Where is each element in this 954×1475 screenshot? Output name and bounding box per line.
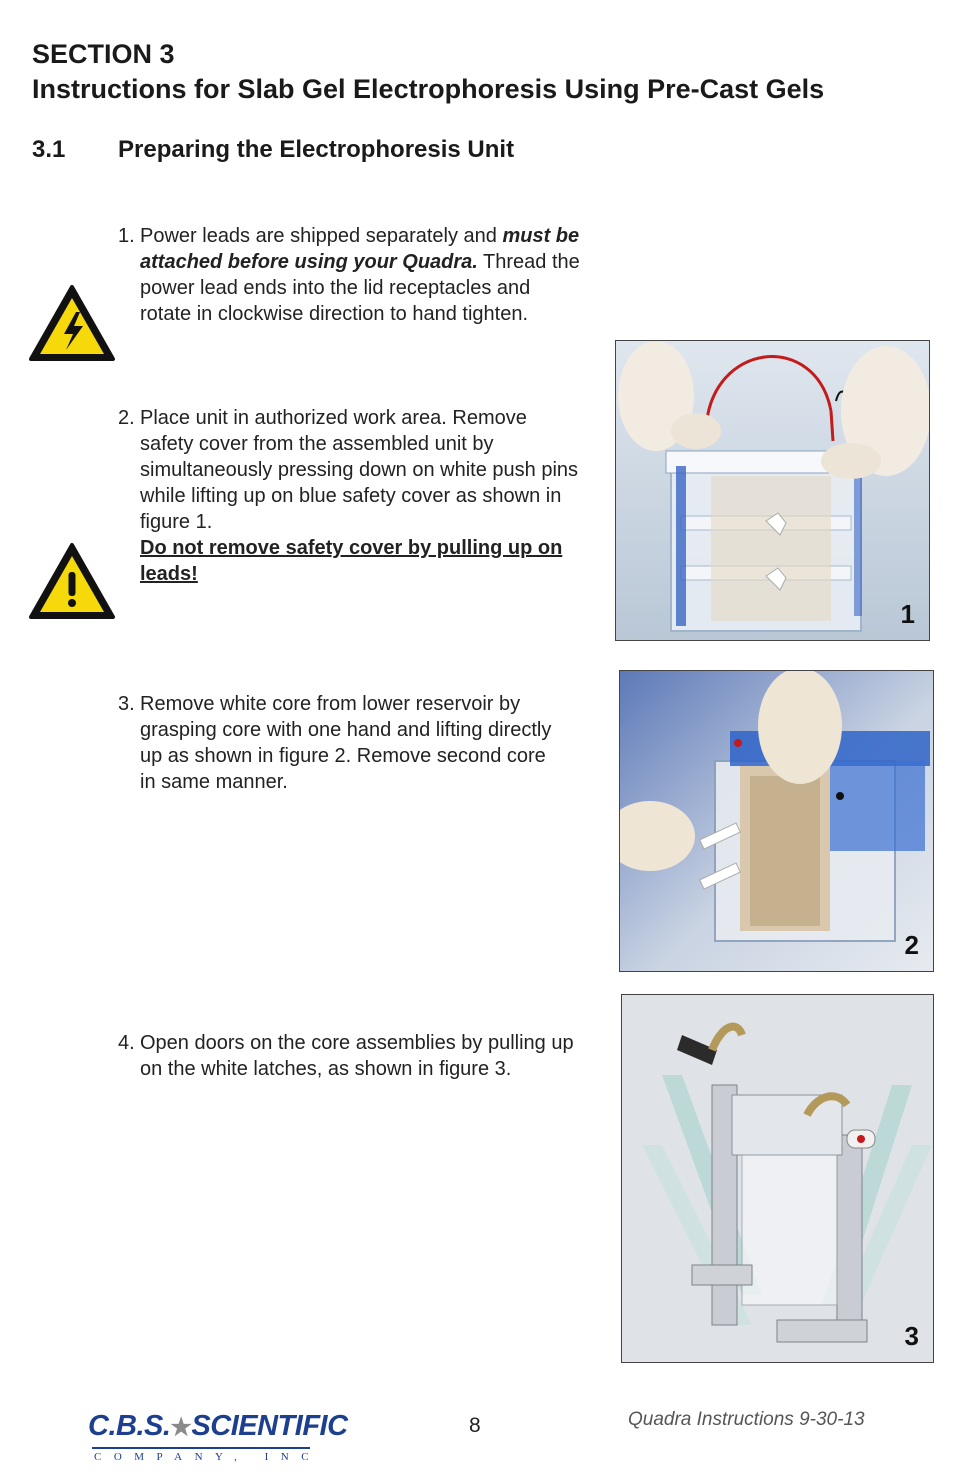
step-text-part: Place unit in authorized work area. Remove safety cover from the assembled unit by simultaneously pressing down on white push pins while lifting up on blue safety cover as shown in figure 1. <box>140 407 579 533</box>
step-text: Remove white core from lower reservoir by grasping core with one hand and lifting directly up as shown in figure 2. Remove second core in same manner. <box>140 693 552 793</box>
figure-2-photo <box>619 670 934 972</box>
company-logo <box>88 1410 348 1466</box>
step-number: 3. <box>118 693 135 715</box>
step-number: 1. <box>118 225 135 247</box>
logo-wordmark <box>88 1410 348 1443</box>
page-title: Instructions for Slab Gel Electrophoresis Using Pre-Cast Gels <box>32 74 825 104</box>
figure-3-photo <box>621 994 934 1363</box>
safety-warning: Do not remove safety cover by pulling up on leads! <box>140 537 563 585</box>
step-3 <box>118 691 588 801</box>
section-label: SECTION 3 <box>32 39 175 69</box>
logo-text-cbs: C.B.S. <box>88 1410 171 1442</box>
step-number: 2. <box>118 407 135 429</box>
document-label: Quadra Instructions 9-30-13 <box>628 1409 865 1430</box>
subsection-title: Preparing the Electrophoresis Unit <box>118 136 515 163</box>
step-text <box>140 405 585 587</box>
figure-3-label: 3 <box>904 1321 919 1351</box>
subsection-number: 3.1 <box>32 136 66 163</box>
page-number: 8 <box>469 1414 481 1437</box>
logo-subtitle: COMPANY, INC <box>94 1451 322 1463</box>
electrical-hazard-icon <box>28 284 116 367</box>
step-4 <box>118 1030 588 1114</box>
logo-text-scientific: SCIENTIFIC <box>191 1410 348 1442</box>
caution-icon <box>28 542 116 625</box>
step-2 <box>118 405 588 605</box>
step-text: Open doors on the core assemblies by pulling up on the white latches, as shown in figure 3. <box>140 1032 574 1080</box>
figure-1-photo <box>615 340 930 641</box>
step-number: 4. <box>118 1032 135 1054</box>
step-text-part: Thread the power lead ends into the lid receptacles and rotate in clockwise direction to hand tighten. <box>140 251 580 325</box>
figure-2-label: 2 <box>904 930 919 960</box>
figure-1-label: 1 <box>900 599 915 629</box>
step-1 <box>118 223 588 363</box>
step-text-part: Power leads are shipped separately and <box>140 225 503 247</box>
logo-rule <box>92 1447 310 1449</box>
star-icon: ★ <box>170 1414 192 1441</box>
step-emphasis: must be attached before using your Quadra. <box>140 225 580 273</box>
step-text <box>140 223 580 327</box>
